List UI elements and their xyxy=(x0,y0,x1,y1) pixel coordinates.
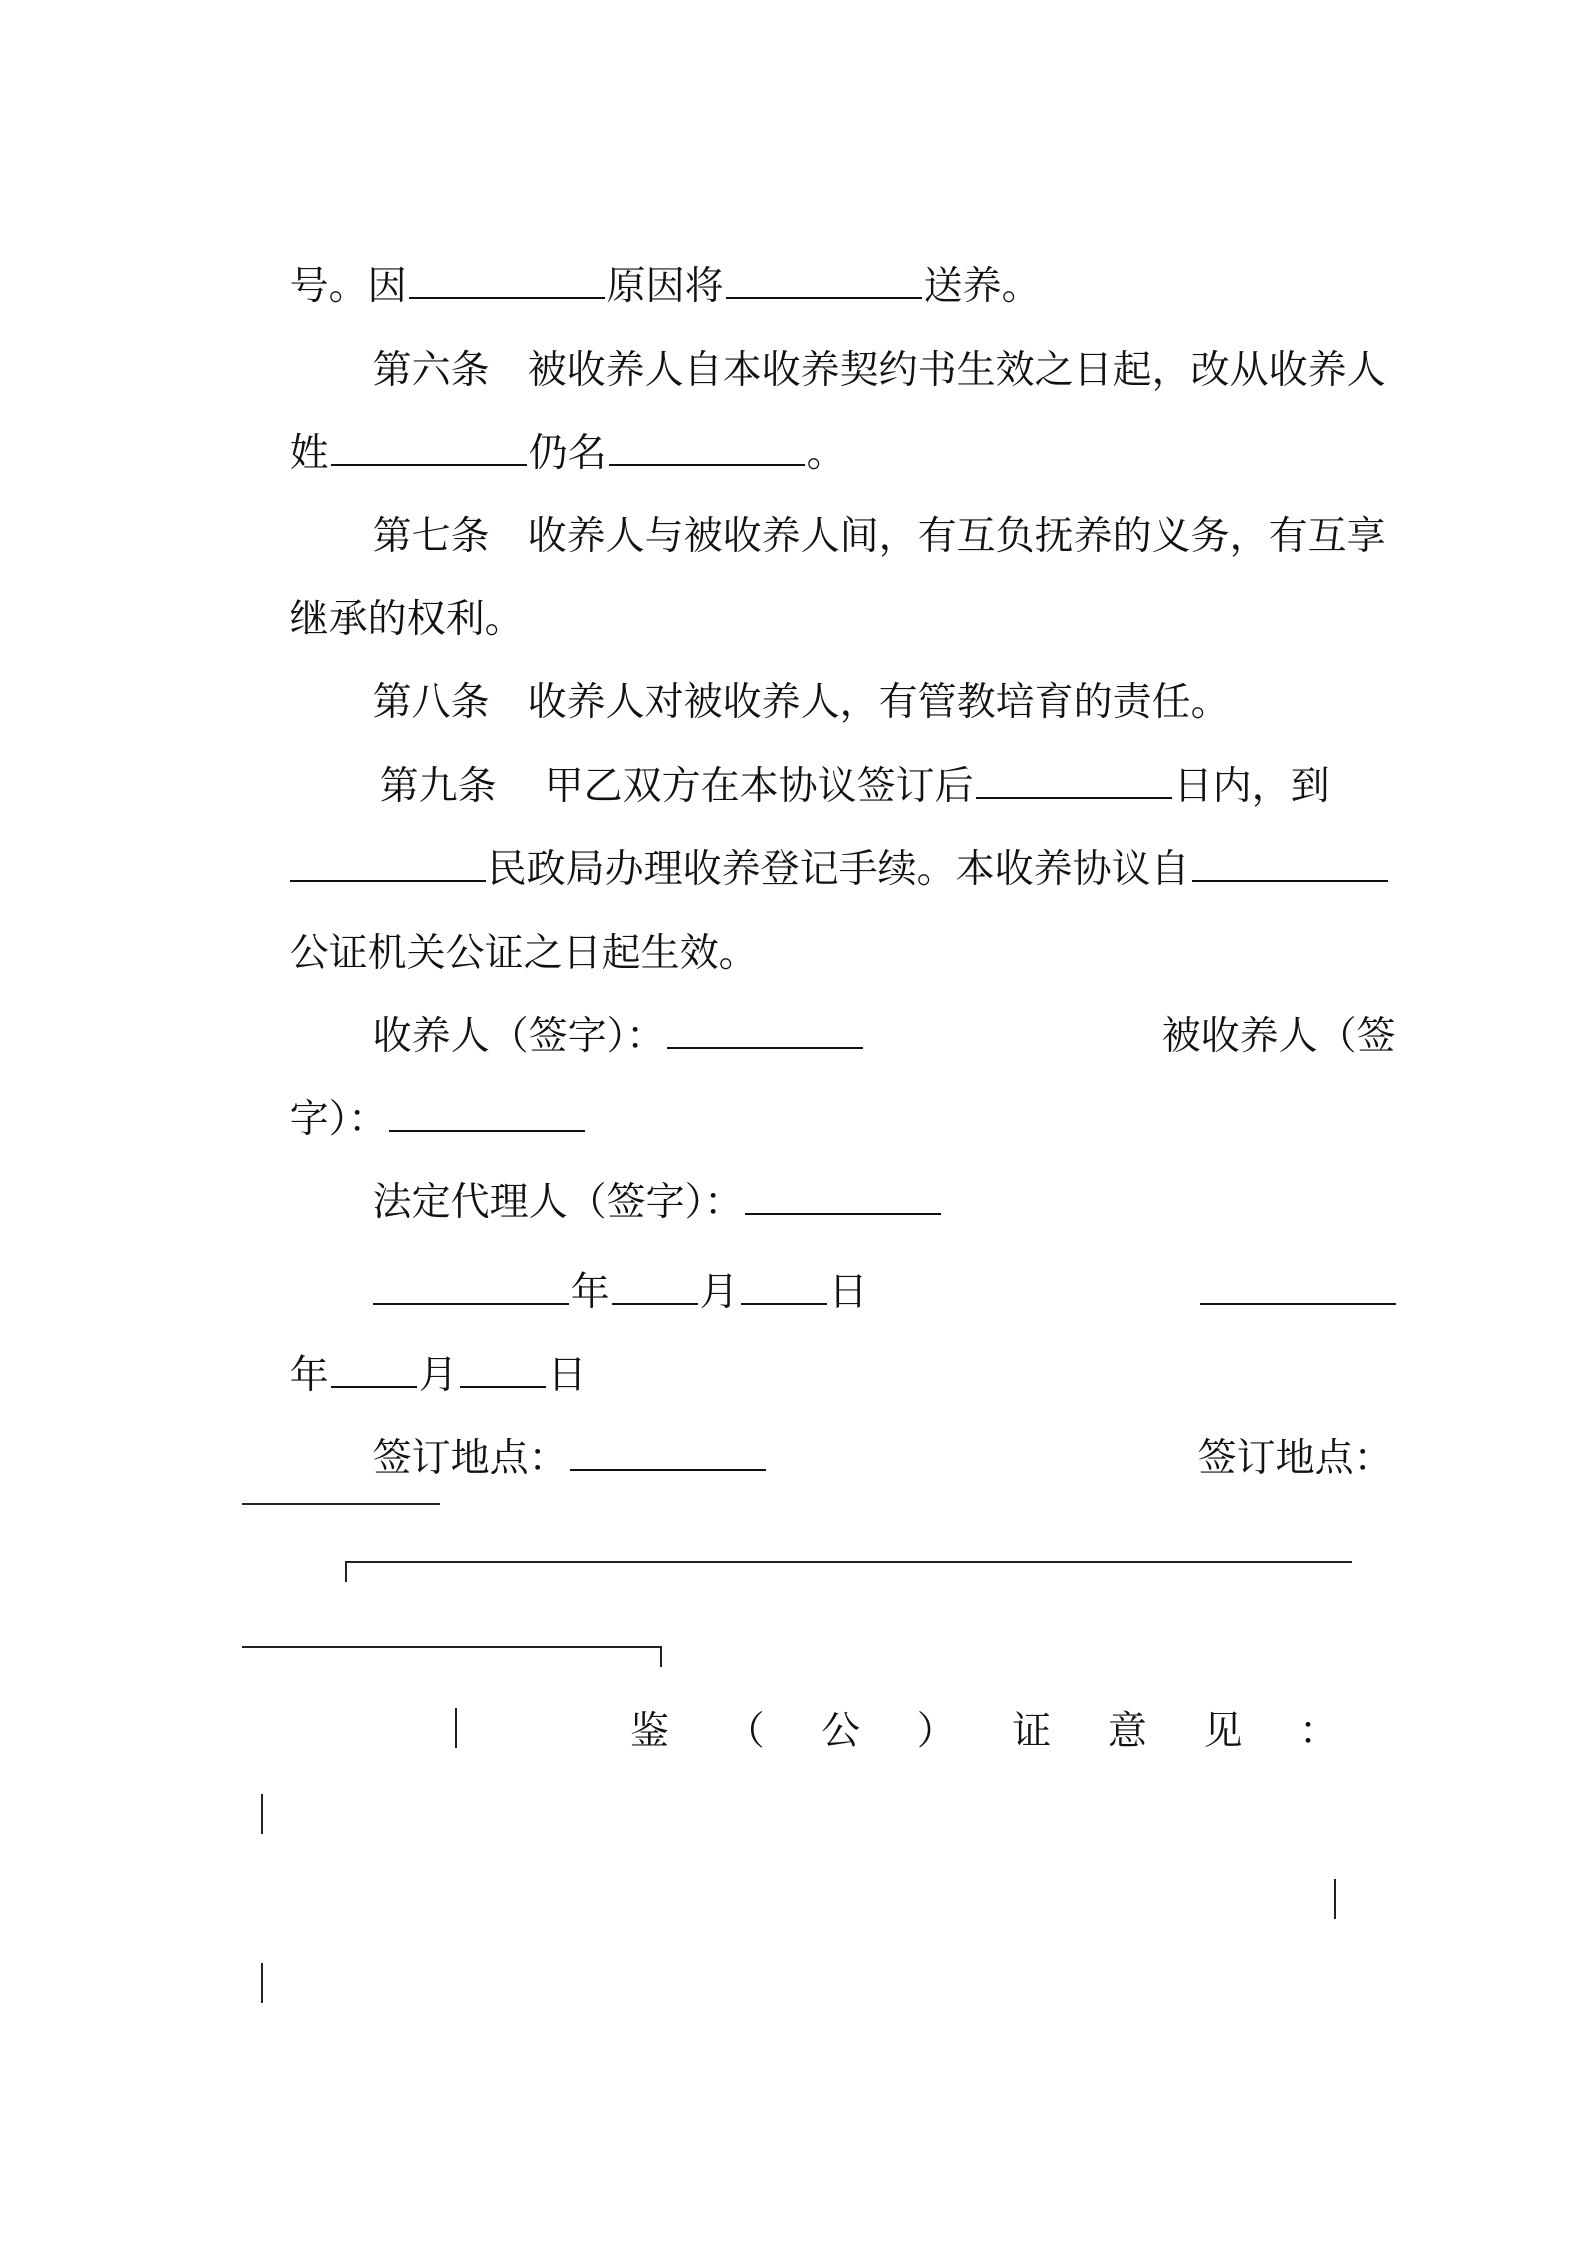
box-vertical-line xyxy=(1334,1879,1336,1919)
text: 月 xyxy=(418,1353,458,1398)
notary-char: 公 xyxy=(821,1709,861,1754)
text: 日内，到 xyxy=(1173,764,1330,809)
box-top-border xyxy=(345,1561,1352,1563)
place-field[interactable] xyxy=(570,1435,766,1471)
notary-char: ） xyxy=(916,1709,956,1754)
article-7-line-2 xyxy=(240,530,1586,642)
text: 仍名 xyxy=(528,431,607,476)
text: 被收养人自本收养契约书生效之日起，改从收养人 xyxy=(527,348,1386,393)
text: 。 xyxy=(806,431,846,476)
article-8 xyxy=(323,613,1586,725)
date-line-2 xyxy=(240,1286,1586,1398)
label: 收养人（签字）： xyxy=(372,1014,666,1059)
text: 年 xyxy=(289,1353,329,1398)
text: 日 xyxy=(828,1270,868,1315)
signature-adoptee-cont xyxy=(240,1030,1586,1142)
text: 月 xyxy=(699,1270,739,1315)
label: 字）： xyxy=(289,1097,388,1142)
signature-adoptee-label xyxy=(1112,947,1586,1059)
box-corner-left xyxy=(345,1561,347,1582)
article-6-line-2 xyxy=(240,364,1586,476)
article-number: 第七条 xyxy=(372,514,490,559)
text: 原因将 xyxy=(606,264,724,309)
box-vertical-line xyxy=(261,1794,263,1834)
date-line-2-year xyxy=(1150,1203,1586,1263)
text: 姓 xyxy=(289,431,329,476)
text: 继承的权利。 xyxy=(289,597,524,642)
text: 日 xyxy=(547,1353,587,1398)
text: 甲乙双方在本协议签订后 xyxy=(544,764,974,809)
text: 公证机关公证之日起生效。 xyxy=(289,931,758,976)
notary-char: 鉴 xyxy=(630,1709,670,1754)
line-reason xyxy=(240,197,1586,309)
label: 法定代理人（签字）： xyxy=(372,1180,744,1225)
text: 年 xyxy=(570,1270,610,1315)
box-lower-border xyxy=(242,1646,662,1648)
signing-place-2 xyxy=(1148,1369,1586,1481)
article-6-line-1 xyxy=(323,281,1586,393)
article-9-line-3 xyxy=(240,864,1586,976)
notary-char: 证 xyxy=(1012,1709,1052,1754)
label: 签订地点： xyxy=(1197,1436,1393,1481)
notary-char: 意 xyxy=(1107,1709,1147,1754)
article-7-line-1 xyxy=(323,447,1586,559)
article-9-line-1 xyxy=(330,697,1586,809)
label: 被收养人（签 xyxy=(1161,1014,1396,1059)
article-number: 第九条 xyxy=(379,764,497,809)
text: 收养人对被收养人，有管教培育的责任。 xyxy=(527,680,1230,725)
box-vertical-line xyxy=(455,1708,457,1748)
box-corner-right xyxy=(660,1646,662,1667)
article-number: 第八条 xyxy=(372,680,490,725)
place-field-2[interactable] xyxy=(242,1503,440,1505)
notary-char: 见 xyxy=(1203,1709,1243,1754)
article-number: 第六条 xyxy=(372,348,490,393)
text: 号。因 xyxy=(289,264,407,309)
article-9-line-2 xyxy=(240,780,1586,892)
box-vertical-line xyxy=(261,1963,263,2003)
notary-char: ： xyxy=(1298,1709,1338,1754)
text: 收养人与被收养人间，有互负抚养的义务，有互享 xyxy=(527,514,1386,559)
label: 签订地点： xyxy=(372,1436,568,1481)
notary-opinion-heading xyxy=(630,1702,1338,1762)
text: 民政局办理收养登记手续。本收养协议自 xyxy=(487,847,1190,892)
text: 送养。 xyxy=(923,264,1041,309)
notary-char: （ xyxy=(725,1709,765,1754)
signature-guardian xyxy=(323,1113,1586,1225)
